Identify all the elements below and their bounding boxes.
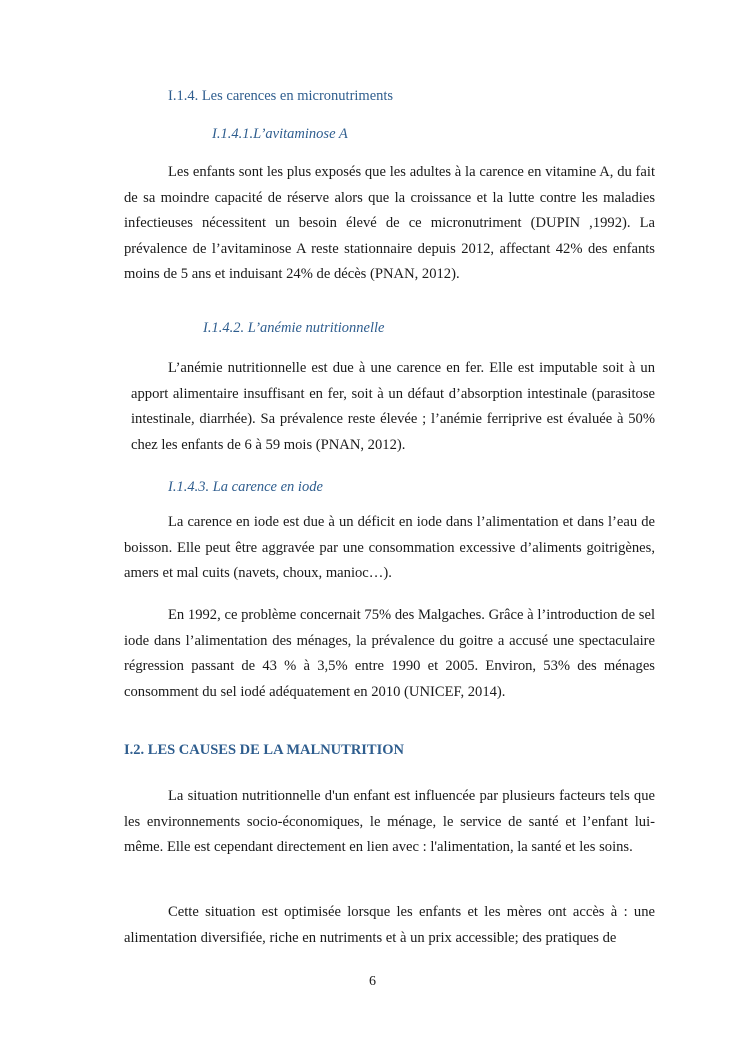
page-number: 6	[369, 974, 376, 989]
paragraph-anemie: L’anémie nutritionnelle est due à une carence en fer. Elle est imputable soit à un apport alimentaire insuffisant en fer, soit à un défaut d’absorption intestinale (parasitose intestinale, diarrhée). Sa prévalence reste élevée ; l’anémie ferriprive est évaluée à 50% chez les enfants de 6 à 59 mois (PNAN, 2012).	[131, 360, 655, 453]
paragraph-avitaminose: Les enfants sont les plus exposés que les adultes à la carence en vitamine A, du fait de sa moindre capacité de réserve alors que la croissance et la lutte contre les maladies infectieuses nécessitent un besoin élevé de ce micronutriment (DUPIN ,1992). La prévalence de l’avitaminose A reste stationnaire depuis 2012, affectant 42% des enfants moins de 5 ans et induisant 24% de décès (PNAN, 2012).	[124, 164, 655, 282]
heading-anemie: I.1.4.2. L’anémie nutritionnelle	[203, 320, 385, 336]
heading-avitaminose-a: I.1.4.1.L’avitaminose A	[212, 126, 348, 142]
paragraph-situation-nutritionnelle: La situation nutritionnelle d'un enfant est influencée par plusieurs facteurs tels que les environnements socio-économiques, le ménage, le service de santé et l’enfant lui-même. Elle est cependant directement en lien avec : l'alimentation, la santé et les soins.	[124, 788, 655, 855]
heading-causes-malnutrition: I.2. LES CAUSES DE LA MALNUTRITION	[124, 742, 404, 758]
paragraph-situation-optimisee: Cette situation est optimisée lorsque les enfants et les mères ont accès à : une alimentation diversifiée, riche en nutriments et à un prix accessible; des pratiques de	[124, 904, 655, 946]
heading-micronutriments: I.1.4. Les carences en micronutriments	[168, 88, 394, 104]
paragraph-carence-iode: La carence en iode est due à un déficit en iode dans l’alimentation et dans l’eau de boisson. Elle peut être aggravée par une consommation excessive d’aliments goitrigènes, amers et mal cuits (navets, choux, manioc…).	[124, 514, 655, 581]
heading-carence-iode: I.1.4.3. La carence en iode	[168, 479, 323, 495]
paragraph-goitre: En 1992, ce problème concernait 75% des Malgaches. Grâce à l’introduction de sel iode dans l’alimentation des ménages, la prévalence du goitre a accusé une spectaculaire régression passant de 43 % à 3,5% entre 1990 et 2005. Environ, 53% des ménages consomment du sel iodé adéquatement en 2010 (UNICEF, 2014).	[124, 607, 655, 700]
